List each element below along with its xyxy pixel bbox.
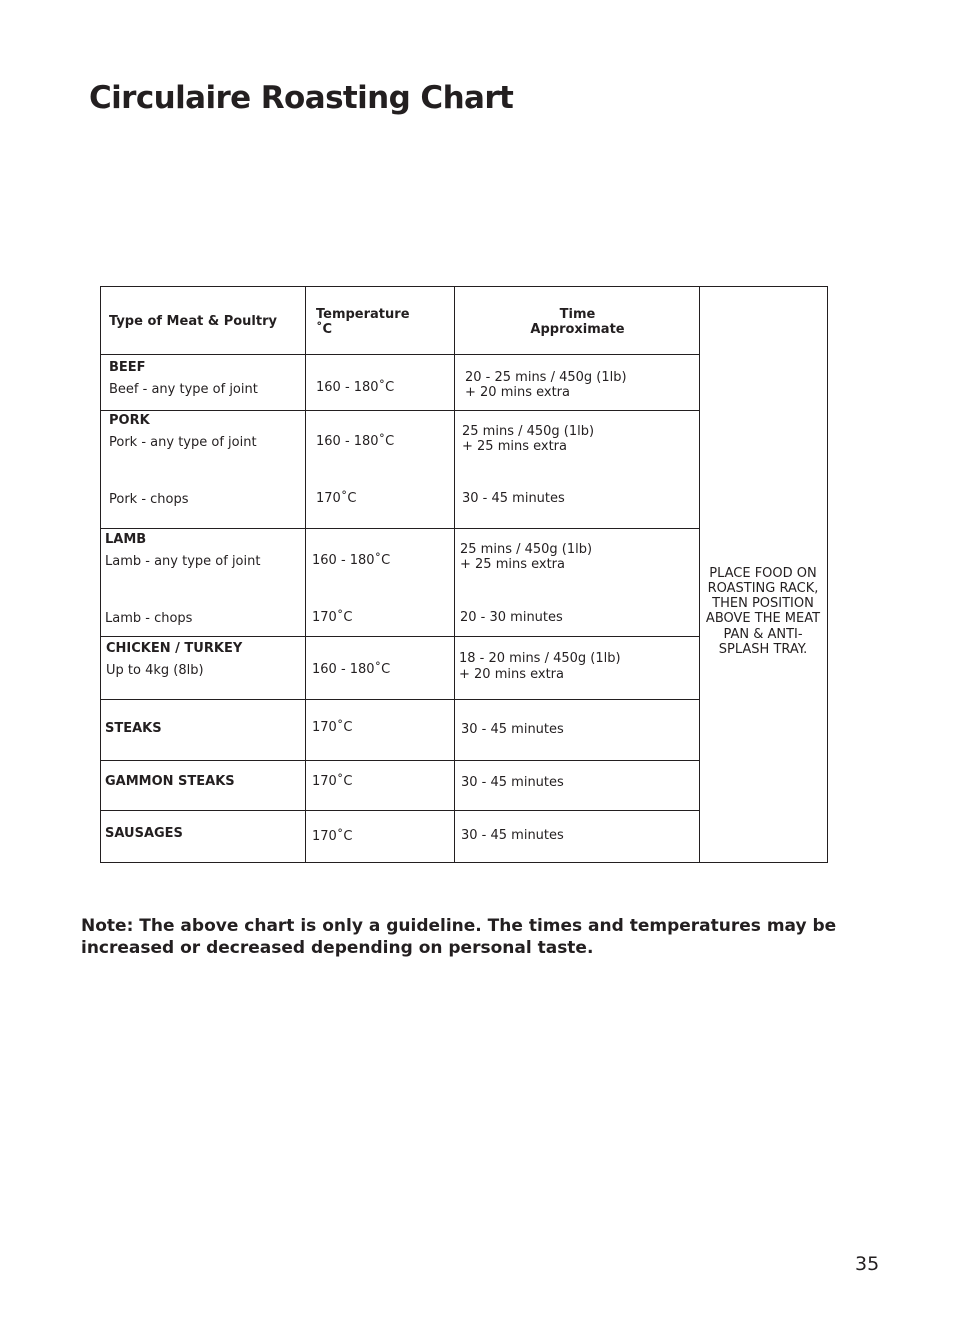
row-temp-chicken: 160 - 180˚C [312,662,391,677]
page-number: 35 [855,1253,880,1275]
row-time-chicken: 18 - 20 mins / 450g (1lb) [459,651,621,666]
row-item-lamb-joint: Lamb - any type of joint [105,554,261,569]
side-note-line: PAN & ANTI- [723,627,803,642]
row-time-lamb-joint: 25 mins / 450g (1lb) [460,542,593,557]
row-divider [101,760,700,761]
row-divider [101,810,700,811]
row-time-steaks: 30 - 45 minutes [461,722,564,737]
row-divider [101,699,700,700]
row-time-lamb-chops: 20 - 30 minutes [460,610,563,625]
row-time-beef: 20 - 25 mins / 450g (1lb) [465,370,627,385]
row-time-beef-extra: + 20 mins extra [465,385,570,400]
row-category-gammon: GAMMON STEAKS [105,774,235,789]
row-time-lamb-joint-extra: + 25 mins extra [460,557,565,572]
row-temp-beef: 160 - 180˚C [316,380,395,395]
row-temp-gammon: 170˚C [312,774,353,789]
row-temp-lamb-chops: 170˚C [312,610,353,625]
row-time-pork-joint-extra: + 25 mins extra [462,439,567,454]
roasting-chart-table [100,286,828,863]
row-item-pork-joint: Pork - any type of joint [109,435,257,450]
column-divider [305,287,306,863]
row-time-chicken-extra: + 20 mins extra [459,667,564,682]
row-category-chicken: CHICKEN / TURKEY [106,641,243,656]
row-temp-steaks: 170˚C [312,720,353,735]
row-divider [101,410,700,411]
row-time-pork-joint: 25 mins / 450g (1lb) [462,424,595,439]
row-time-gammon: 30 - 45 minutes [461,775,564,790]
row-category-lamb: LAMB [105,532,147,547]
header-temperature-unit: ˚C [316,322,333,337]
row-item-pork-chops: Pork - chops [109,492,189,507]
guideline-note: Note: The above chart is only a guideline. The times and temperatures may be increased or decreased depending on personal taste. [81,916,837,958]
side-note-line: PLACE FOOD ON [709,566,817,581]
row-temp-pork-chops: 170˚C [316,491,357,506]
header-temperature: Temperature [316,307,410,322]
row-item-lamb-chops: Lamb - chops [105,611,193,626]
row-time-sausages: 30 - 45 minutes [461,828,564,843]
header-time-approx: Approximate [530,322,625,337]
side-note-line: SPLASH TRAY. [718,642,808,657]
header-time: Time [559,307,596,322]
column-divider [454,287,455,863]
row-divider [101,354,700,355]
header-type: Type of Meat & Poultry [109,314,277,329]
row-time-pork-chops: 30 - 45 minutes [462,491,565,506]
row-divider [101,528,700,529]
page-title: Circulaire Roasting Chart [89,80,514,116]
side-note-line: ROASTING RACK, [707,581,819,596]
row-temp-sausages: 170˚C [312,829,353,844]
row-item-chicken: Up to 4kg (8lb) [106,663,204,678]
side-note-line: THEN POSITION [712,596,814,611]
row-category-steaks: STEAKS [105,721,162,736]
row-temp-pork-joint: 160 - 180˚C [316,434,395,449]
row-category-pork: PORK [109,413,150,428]
row-category-sausages: SAUSAGES [105,826,183,841]
row-temp-lamb-joint: 160 - 180˚C [312,553,391,568]
row-divider [101,636,700,637]
row-item-beef: Beef - any type of joint [109,382,258,397]
side-note-line: ABOVE THE MEAT [705,611,821,626]
row-category-beef: BEEF [109,360,146,375]
